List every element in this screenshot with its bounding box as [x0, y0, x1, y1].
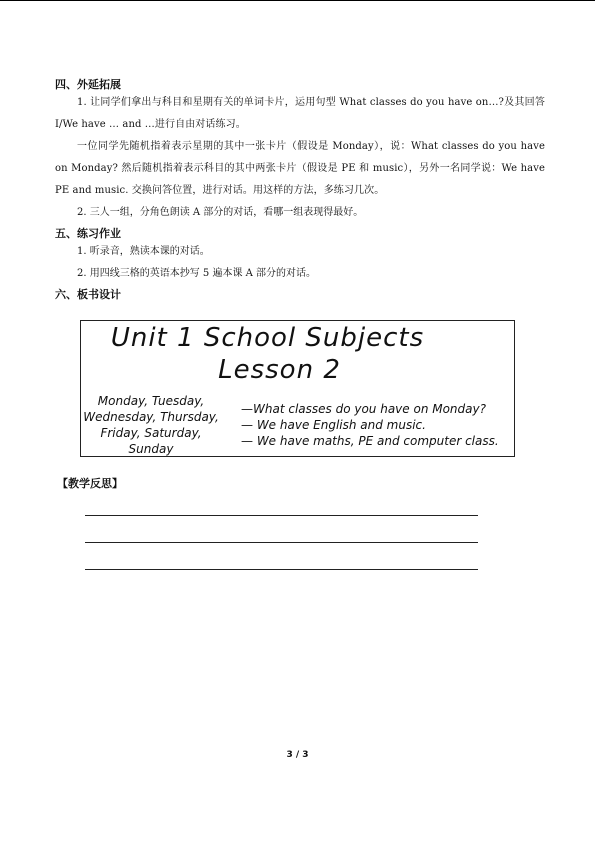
board-day-line: Monday, Tuesday, — [97, 394, 205, 408]
section-4-item-1: 1. 让同学们拿出与科目和星期有关的单词卡片，运用句型 What classes do you have on…?及其回答 I/We have … and …进行自由对话练习。 — [55, 97, 545, 130]
section-4-heading: 四、外延拓展 — [55, 78, 121, 91]
section-4-item-2: 2. 三人一组，分角色朗读 A 部分的对话，看哪一组表现得最好。 — [77, 207, 364, 218]
top-rule — [0, 0, 595, 1]
section-4-paragraph: 一位同学先随机指着表示星期的其中一张卡片（假设是 Monday），说：What classes do you have on Monday? 然后随机指着表示科目的其中两张卡片（假设是 PE 和 music），另外一名同学说：We have PE and music. 交换问答位置，进行对话。用这样的方法，多练习几次。 — [55, 141, 545, 196]
reflection-line — [85, 515, 478, 516]
board-subtitle: Lesson 2 — [218, 355, 341, 385]
page-number: 3 / 3 — [286, 750, 309, 760]
section-5-heading: 五、练习作业 — [55, 227, 121, 240]
section-5-item-1: 1. 听录音，熟读本课的对话。 — [77, 246, 210, 257]
reflection-heading: 【教学反思】 — [57, 477, 123, 490]
blackboard-design — [80, 320, 515, 457]
board-day-line: Friday, Saturday, — [100, 426, 202, 440]
board-dialog-line: — We have maths, PE and computer class. — [241, 434, 499, 448]
board-dialog-line: —What classes do you have on Monday? — [241, 402, 486, 416]
board-dialog — [241, 401, 499, 449]
board-day-line: Wednesday, Thursday, — [83, 410, 219, 424]
reflection-line — [85, 542, 478, 543]
board-title: Unit 1 School Subjects — [110, 323, 425, 353]
document-body — [55, 78, 545, 302]
board-dialog-line: — We have English and music. — [241, 418, 426, 432]
reflection-line — [85, 569, 478, 570]
board-days — [81, 393, 221, 457]
board-day-line: Sunday — [128, 442, 174, 456]
section-5-item-2: 2. 用四线三格的英语本抄写 5 遍本课 A 部分的对话。 — [77, 268, 317, 279]
section-6-heading: 六、板书设计 — [55, 288, 121, 301]
